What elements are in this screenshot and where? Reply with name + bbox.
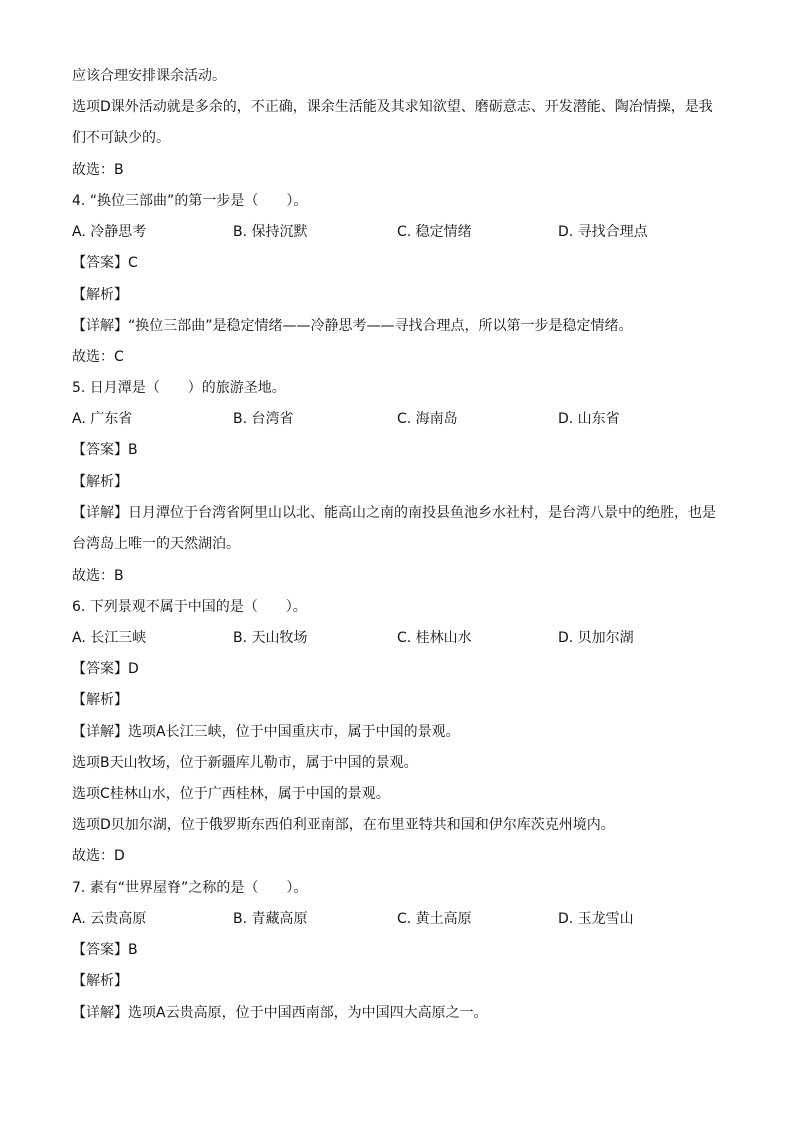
text-line: 故选：B xyxy=(72,162,124,178)
question-4-options xyxy=(72,222,724,242)
answer-label: 【答案】C xyxy=(72,255,138,271)
option-d: D. 山东省 xyxy=(558,411,620,427)
choice-text: 故选：D xyxy=(72,848,125,864)
question-6-stem: 6. 下列景观不属于中国的是（ ）。 xyxy=(72,599,307,615)
option-d: D. 寻找合理点 xyxy=(558,224,648,240)
answer-label: 【答案】B xyxy=(72,442,138,458)
question-6-options xyxy=(72,628,724,648)
option-d: D. 贝加尔湖 xyxy=(558,630,634,646)
detail-text: 【详解】选项A云贵高原，位于中国西南部，为中国四大高原之一。 xyxy=(72,1005,488,1021)
option-c: C. 黄土高原 xyxy=(397,911,472,927)
detail-text: 选项D贝加尔湖，位于俄罗斯东西伯利亚南部，在布里亚特共和国和伊尔库茨克州境内。 xyxy=(72,817,615,833)
question-5-options xyxy=(72,409,724,429)
option-c: C. 稳定情绪 xyxy=(397,224,472,240)
option-c: C. 桂林山水 xyxy=(397,630,472,646)
option-b: B. 青藏高原 xyxy=(233,911,308,927)
analysis-label: 【解析】 xyxy=(72,973,128,989)
analysis-label: 【解析】 xyxy=(72,692,128,708)
analysis-label: 【解析】 xyxy=(72,474,128,490)
option-d: D. 玉龙雪山 xyxy=(558,911,634,927)
analysis-label: 【解析】 xyxy=(72,287,128,303)
detail-text: 选项B天山牧场，位于新疆库儿勒市，属于中国的景观。 xyxy=(72,755,418,771)
question-7-options xyxy=(72,909,724,929)
option-b: B. 保持沉默 xyxy=(233,224,308,240)
option-a: A. 长江三峡 xyxy=(72,630,147,646)
option-b: B. 台湾省 xyxy=(233,411,294,427)
option-a: A. 冷静思考 xyxy=(72,224,147,240)
question-7-stem: 7. 素有“世界屋脊”之称的是（ ）。 xyxy=(72,880,308,896)
detail-text: 【详解】“换位三部曲”是稳定情绪——冷静思考——寻找合理点，所以第一步是稳定情绪。 xyxy=(72,318,633,334)
choice-text: 故选：B xyxy=(72,568,124,584)
detail-text: 【详解】日月潭位于台湾省阿里山以北、能高山之南的南投县鱼池乡水社村，是台湾八景中的绝胜，也是台湾岛上唯一的天然湖泊。 xyxy=(72,505,716,552)
option-b: B. 天山牧场 xyxy=(233,630,308,646)
text-paragraph: 选项D课外活动就是多余的，不正确，课余生活能及其求知欲望、磨砺意志、开发潜能、陶冶情操，是我们不可缺少的。 xyxy=(72,99,713,146)
question-4-stem: 4. “换位三部曲”的第一步是（ ）。 xyxy=(72,193,308,209)
detail-text: 【详解】选项A长江三峡，位于中国重庆市，属于中国的景观。 xyxy=(72,724,460,740)
option-a: A. 广东省 xyxy=(72,411,133,427)
choice-text: 故选：C xyxy=(72,349,124,365)
answer-label: 【答案】B xyxy=(72,942,138,958)
question-5-stem: 5. 日月潭是（ ）的旅游圣地。 xyxy=(72,380,286,396)
detail-text: 选项C桂林山水，位于广西桂林，属于中国的景观。 xyxy=(72,786,390,802)
option-c: C. 海南岛 xyxy=(397,411,458,427)
answer-label: 【答案】D xyxy=(72,661,139,677)
document-page xyxy=(72,0,724,1123)
text-line: 应该合理安排课余活动。 xyxy=(72,68,226,84)
option-a: A. 云贵高原 xyxy=(72,911,147,927)
